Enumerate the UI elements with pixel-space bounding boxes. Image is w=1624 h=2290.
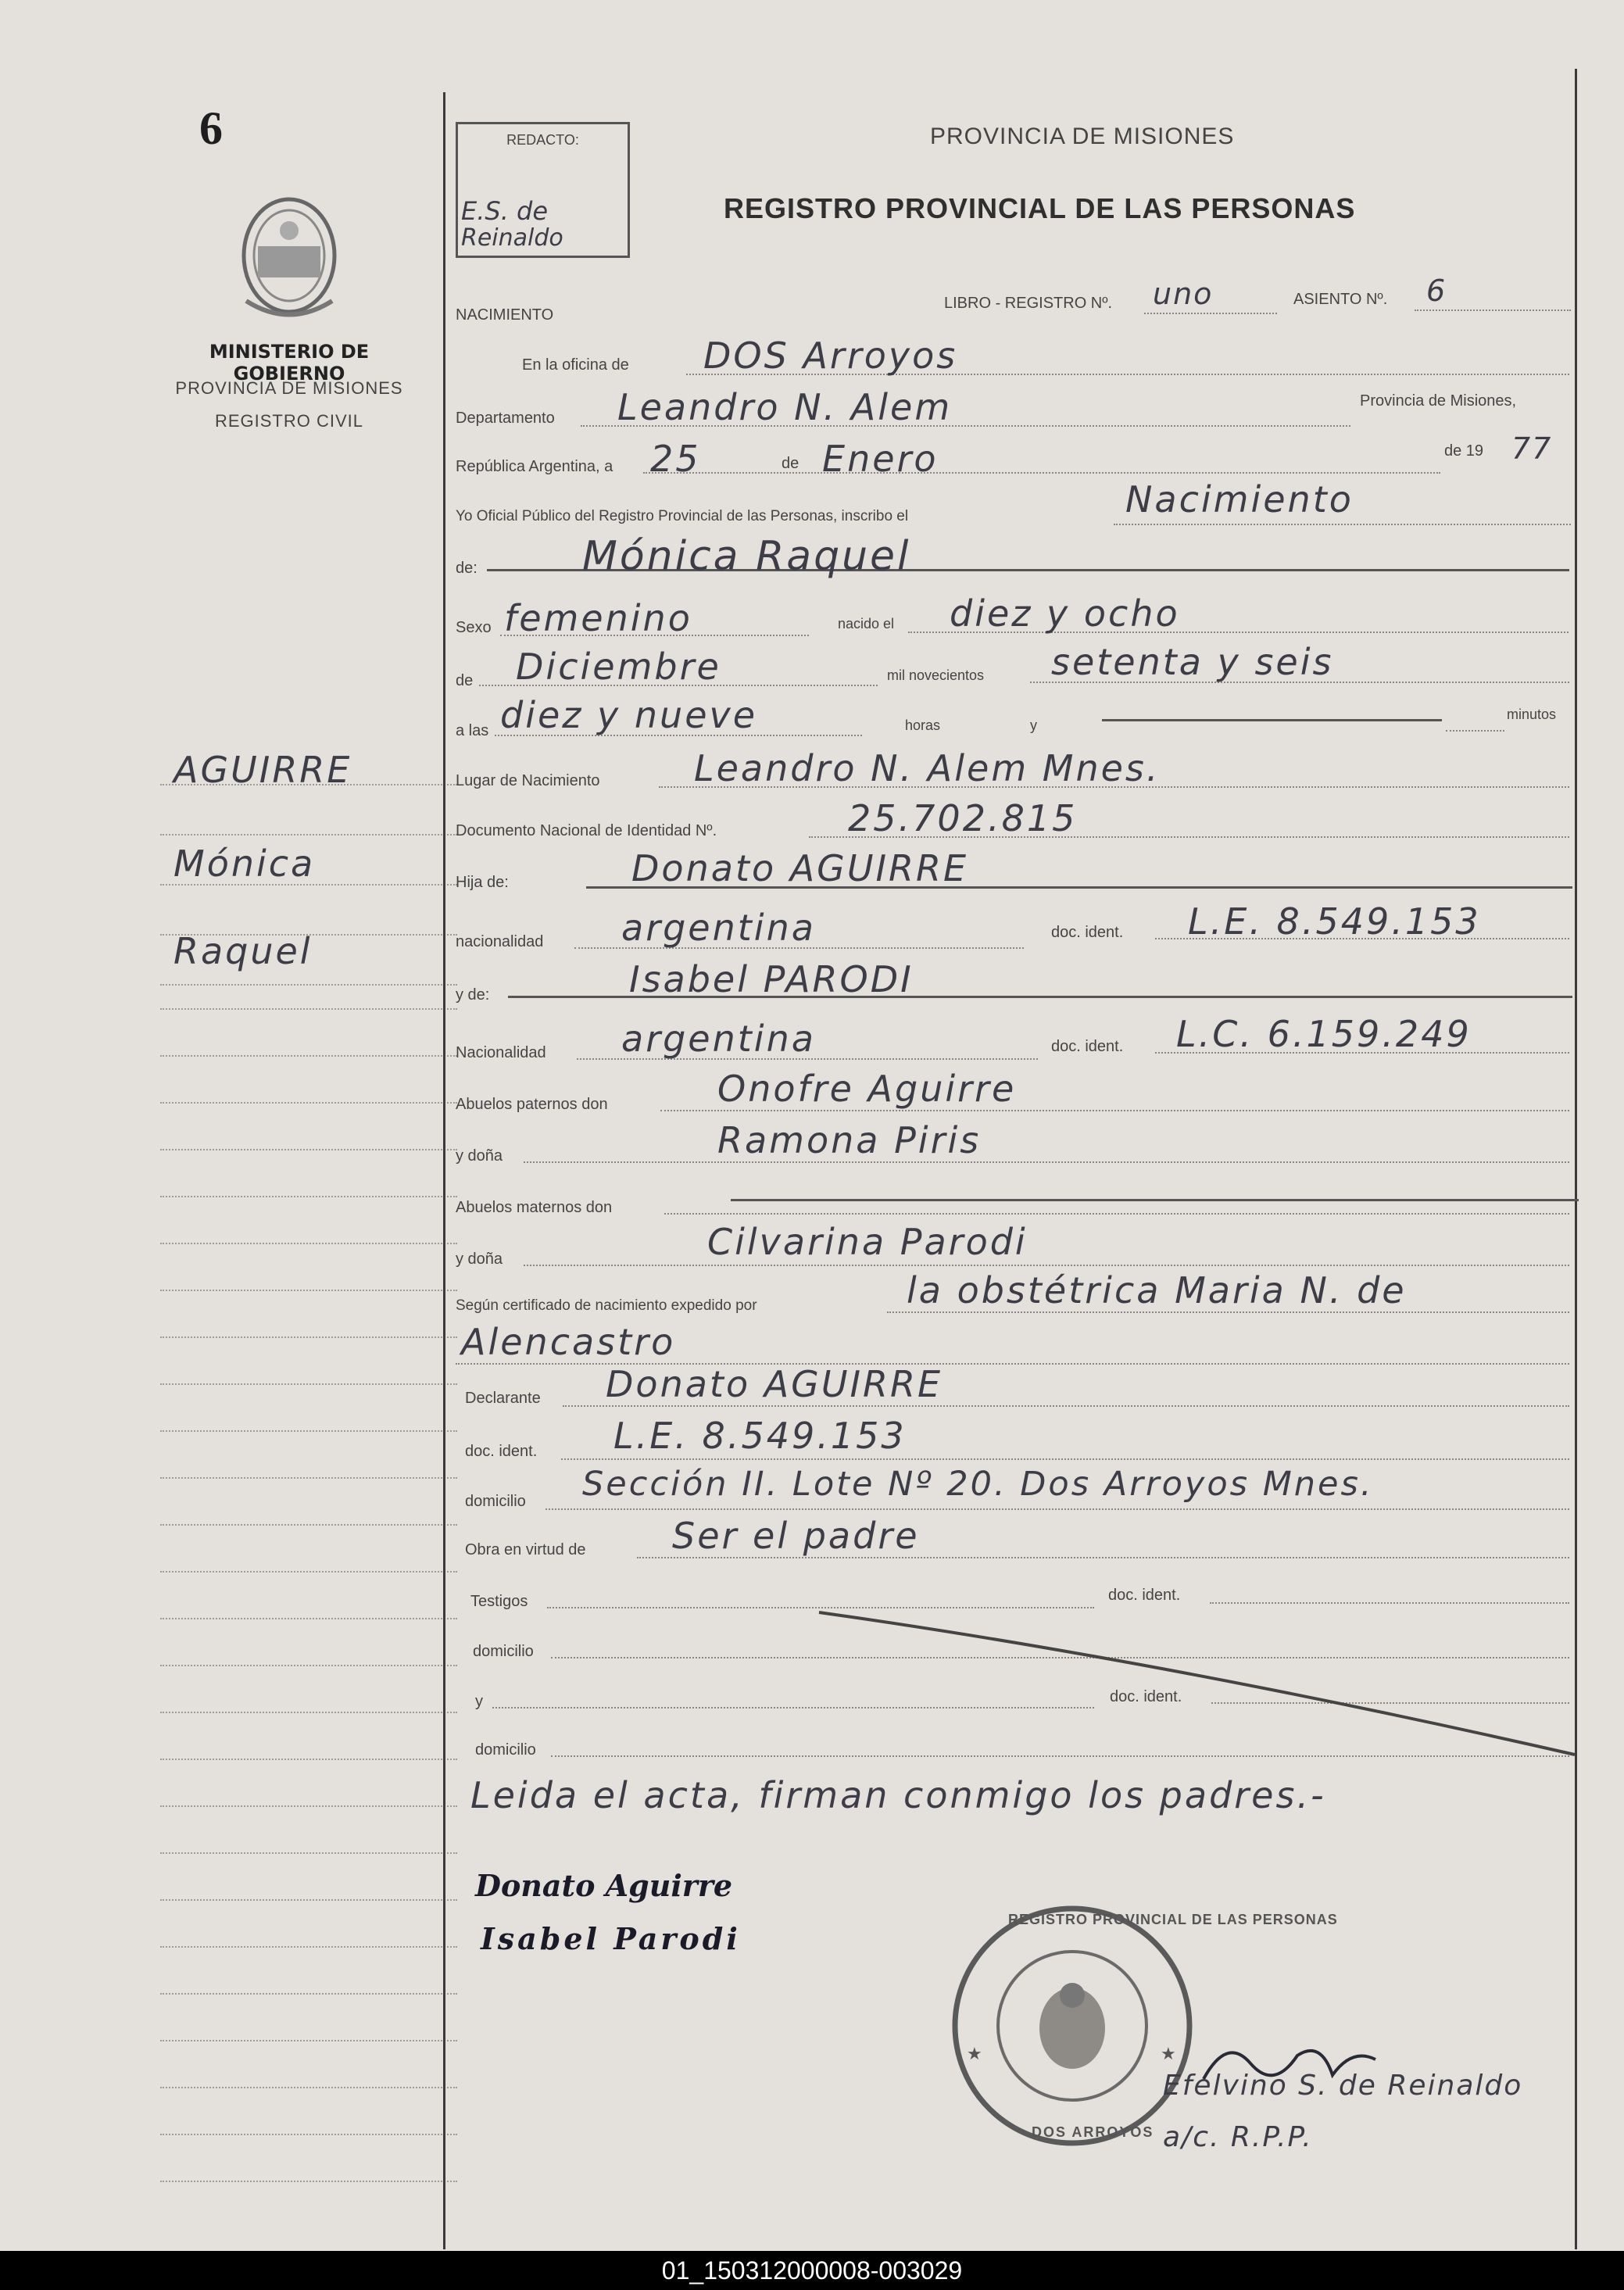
mil-label: mil novecientos <box>887 667 985 683</box>
certificado-value-2: Alencastro <box>461 1321 676 1363</box>
oficina-value: DOS Arroyos <box>703 335 958 377</box>
minutos-label: minutos <box>1507 707 1557 722</box>
certificado-label: Según certificado de nacimiento expedido por <box>456 1297 757 1314</box>
header-province: PROVINCIA DE MISIONES <box>930 123 1235 149</box>
abuelo-materno-label: Abuelos maternos don <box>456 1199 613 1216</box>
testigos-doc-label: doc. ident. <box>1108 1587 1181 1604</box>
libro-label: LIBRO - REGISTRO Nº. <box>944 295 1113 312</box>
libro-value: uno <box>1153 277 1214 311</box>
fecha-de-label: de <box>782 455 799 472</box>
abuela-materna-label: y doña <box>456 1251 503 1268</box>
mes-value: Diciembre <box>516 646 721 688</box>
dni-label: Documento Nacional de Identidad Nº. <box>456 822 717 839</box>
svg-text:★: ★ <box>1161 2045 1176 2064</box>
seal-text-top: REGISTRO PROVINCIAL DE LAS PERSONAS <box>1008 1912 1338 1927</box>
sexo-value: femenino <box>504 597 692 639</box>
closing-text: Leida el acta, firman conmigo los padres.- <box>470 1774 1326 1816</box>
registry-title: REGISTRO PROVINCIAL DE LAS PERSONAS <box>724 192 1356 224</box>
declarante-value: Donato AGUIRRE <box>606 1363 943 1405</box>
cancel-stroke <box>813 1606 1586 1762</box>
svg-text:★: ★ <box>967 2045 982 2064</box>
redacto-value-1: E.S. de <box>461 196 549 226</box>
nacionalidad-madre-label: Nacionalidad <box>456 1044 546 1061</box>
y-testigo-label: y <box>475 1693 483 1710</box>
obra-value: Ser el padre <box>672 1515 920 1557</box>
oficina-label: En la oficina de <box>522 356 629 374</box>
redacto-label: REDACTO: <box>506 132 579 148</box>
lugar-value: Leandro N. Alem Mnes. <box>694 747 1161 789</box>
domicilio3-label: domicilio <box>475 1741 536 1759</box>
domicilio2-label: domicilio <box>473 1643 534 1660</box>
sexo-label: Sexo <box>456 619 492 636</box>
abuelo-paterno-label: Abuelos paternos don <box>456 1096 608 1113</box>
signature-mother: Isabel Parodi <box>481 1921 741 1956</box>
departamento-value: Leandro N. Alem <box>617 386 953 428</box>
abuela-paterna-label: y doña <box>456 1147 503 1165</box>
doc-padre-label: doc. ident. <box>1051 924 1124 941</box>
seal-text-bottom: DOS ARROYOS <box>1032 2124 1154 2140</box>
page-number: 6 <box>199 102 223 154</box>
officer-role: a/c. R.P.P. <box>1163 2121 1313 2153</box>
registry-seal-icon <box>950 1903 1196 2149</box>
registrado-nombre: Mónica Raquel <box>582 533 911 580</box>
section-label: NACIMIENTO <box>456 306 554 324</box>
province-name: PROVINCIA DE MISIONES <box>175 378 403 398</box>
redacto-value-2: Reinaldo <box>461 224 563 252</box>
de-label: de: <box>456 560 478 577</box>
margin-surname: AGUIRRE <box>173 749 352 791</box>
nacido-label: nacido el <box>838 616 895 632</box>
testigos-label: Testigos <box>470 1593 528 1610</box>
nacionalidad-padre-label: nacionalidad <box>456 933 544 950</box>
asiento-value: 6 <box>1426 274 1447 308</box>
redacto-box <box>456 122 630 258</box>
officer-name: Efelvino S. de Reinaldo <box>1163 2070 1523 2102</box>
domicilio-label: domicilio <box>465 1493 526 1510</box>
madre-label: y de: <box>456 986 490 1004</box>
image-id-footer: 01_150312000008-003029 <box>0 2251 1624 2290</box>
fecha-mes: Enero <box>822 438 939 480</box>
padre-nombre: Donato AGUIRRE <box>631 847 969 889</box>
mes-label: de <box>456 672 474 689</box>
madre-nombre: Isabel PARODI <box>629 958 914 1000</box>
fecha-anio-valor: 77 <box>1511 431 1553 466</box>
coat-of-arms-icon <box>231 191 348 324</box>
mil-value: setenta y seis <box>1051 641 1334 683</box>
oficial-label: Yo Oficial Público del Registro Provincial de las Personas, inscribo el <box>456 508 909 524</box>
right-border-line <box>1575 69 1577 2249</box>
lugar-label: Lugar de Nacimiento <box>456 772 600 789</box>
doc-declarante-value: L.E. 8.549.153 <box>613 1415 907 1457</box>
hora-label: a las <box>456 722 489 739</box>
margin-second-name: Raquel <box>173 930 313 972</box>
abuela-materna-value: Cilvarina Parodi <box>707 1221 1028 1263</box>
nacionalidad-padre-value: argentina <box>621 907 816 949</box>
fecha-anio-label: de 19 <box>1444 442 1484 460</box>
y-minutos-label: y <box>1030 717 1037 733</box>
registry-name: REGISTRO CIVIL <box>214 411 364 431</box>
declarante-label: Declarante <box>465 1390 541 1407</box>
hora-value: diez y nueve <box>500 694 758 736</box>
provincia-suffix: Provincia de Misiones, <box>1360 392 1517 410</box>
doc-madre-value: L.C. 6.159.249 <box>1176 1013 1472 1055</box>
ministry-name: MINISTERIO DE GOBIERNO <box>209 341 370 385</box>
dni-value: 25.702.815 <box>848 797 1078 839</box>
fecha-label: República Argentina, a <box>456 458 613 475</box>
doc-madre-label: doc. ident. <box>1051 1038 1124 1055</box>
hija-label: Hija de: <box>456 874 509 891</box>
doc-padre-value: L.E. 8.549.153 <box>1188 900 1481 943</box>
asiento-label: ASIENTO Nº. <box>1293 291 1388 308</box>
obra-label: Obra en virtud de <box>465 1541 586 1558</box>
signature-father: Donato Aguirre <box>475 1868 733 1903</box>
horas-label: horas <box>905 717 941 733</box>
departamento-label: Departamento <box>456 410 555 427</box>
certificado-value-1: la obstétrica Maria N. de <box>907 1269 1407 1311</box>
left-border-line <box>443 92 445 2249</box>
fecha-dia: 25 <box>650 438 701 480</box>
y-testigo-doc-label: doc. ident. <box>1110 1688 1182 1705</box>
margin-first-name: Mónica <box>173 843 316 885</box>
abuela-paterna-value: Ramona Piris <box>717 1119 982 1161</box>
nacido-value: diez y ocho <box>950 592 1180 635</box>
nacionalidad-madre-value: argentina <box>621 1018 816 1060</box>
domicilio-value: Sección II. Lote Nº 20. Dos Arroyos Mnes. <box>582 1465 1374 1504</box>
oficial-value: Nacimiento <box>1125 478 1354 521</box>
doc-declarante-label: doc. ident. <box>465 1443 538 1460</box>
abuelo-paterno-value: Onofre Aguirre <box>717 1068 1017 1110</box>
